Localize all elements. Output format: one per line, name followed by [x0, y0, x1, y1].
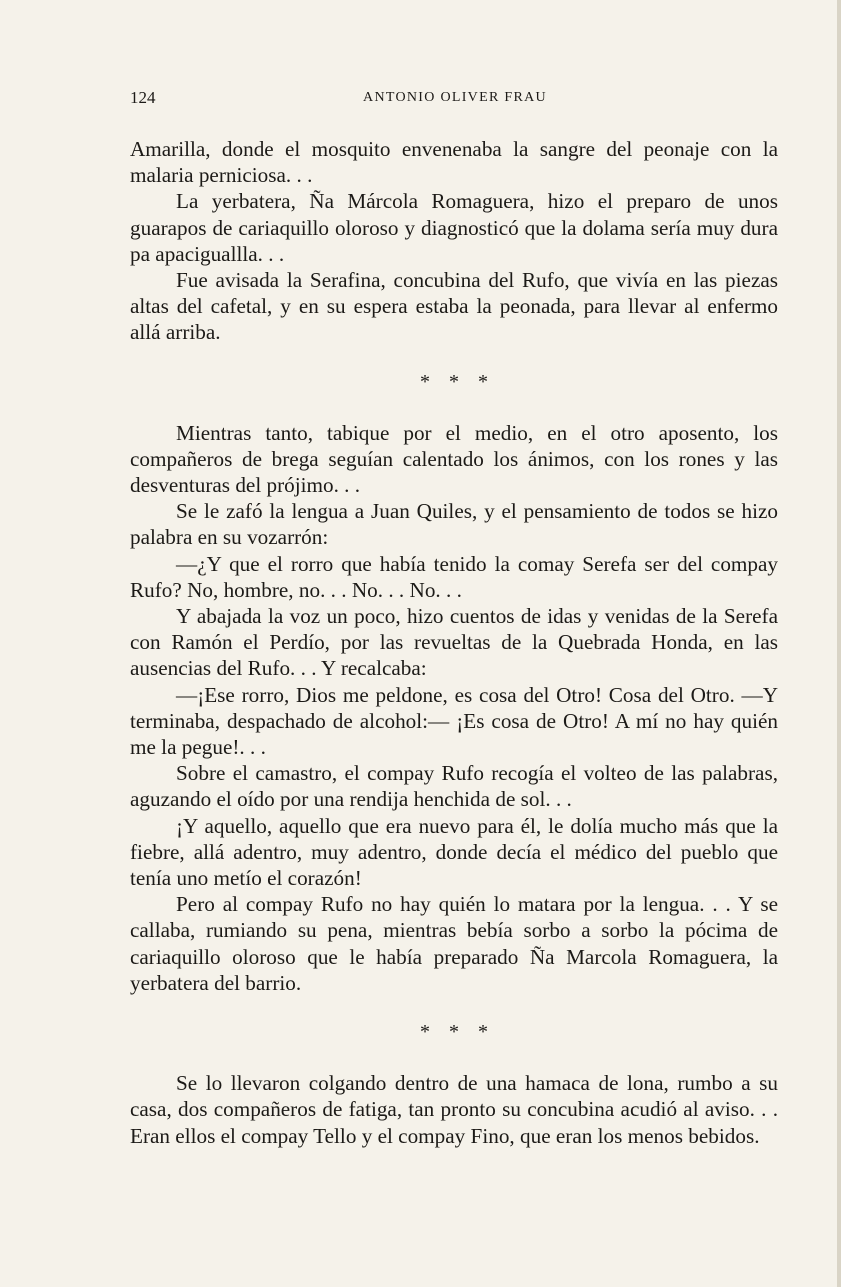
- section-separator: * * *: [420, 1021, 488, 1044]
- paragraph: —¡Ese rorro, Dios me peldone, es cosa del Otro! Cosa del Otro. —Y terminaba, despachado de alcohol:— ¡Es cosa de Otro! A mí no hay quién me la pegue!. . .: [130, 682, 778, 760]
- paragraph: Se lo llevaron colgando dentro de una hamaca de lona, rumbo a su casa, dos compañeros de fatiga, tan pronto su concubina acudió al aviso. . . Eran ellos el compay Tello y el compay Fino, que eran los menos bebidos.: [130, 1071, 778, 1148]
- running-title: ANTONIO OLIVER FRAU: [363, 90, 547, 105]
- paragraph: Y abajada la voz un poco, hizo cuentos de idas y venidas de la Serefa con Ramón el Perdío, por las revueltas de la Quebrada Honda, en las ausencias del Rufo. . . Y recalcaba:: [130, 604, 778, 681]
- page-number: 124: [130, 88, 156, 107]
- section-separator: * * *: [420, 370, 488, 393]
- page-body: [130, 136, 778, 1149]
- paragraph: Fue avisada la Serafina, concubina del Rufo, que vivía en las piezas altas del cafetal, y en su espera estaba la peonada, para llevar al enfermo allá arriba.: [130, 268, 778, 345]
- page-header: [130, 88, 780, 112]
- paragraph: Amarilla, donde el mosquito envenenaba la sangre del peonaje con la malaria perniciosa. . .: [130, 137, 778, 188]
- page-edge: [837, 0, 841, 1287]
- paragraph: La yerbatera, Ña Márcola Romaguera, hizo el preparo de unos guarapos de cariaquillo oloroso y diagnosticó que la dolama sería muy dura pa apaciguallla. . .: [130, 189, 778, 266]
- paragraph: —¿Y que el rorro que había tenido la comay Serefa ser del compay Rufo? No, hombre, no. . . No. . . No. . .: [130, 551, 778, 602]
- paragraph: Pero al compay Rufo no hay quién lo matara por la lengua. . . Y se callaba, rumiando su pena, mientras bebía sorbo a sorbo la pócima de cariaquillo oloroso que le había preparado Ña Marcola Romaguera, la yerbatera del barrio.: [130, 892, 778, 995]
- paragraph: Se le zafó la lengua a Juan Quiles, y el pensamiento de todos se hizo palabra en su vozarrón:: [130, 499, 778, 550]
- paragraph: ¡Y aquello, aquello que era nuevo para él, le dolía mucho más que la fiebre, allá adentro, muy adentro, donde decía el médico del pueblo que tenía uno metío el corazón!: [130, 813, 778, 891]
- paragraph: Mientras tanto, tabique por el medio, en el otro aposento, los compañeros de brega seguían calentado los ánimos, con los rones y las desventuras del prójimo. . .: [130, 420, 778, 498]
- paragraph: Sobre el camastro, el compay Rufo recogía el volteo de las palabras, aguzando el oído por una rendija henchida de sol. . .: [130, 761, 778, 812]
